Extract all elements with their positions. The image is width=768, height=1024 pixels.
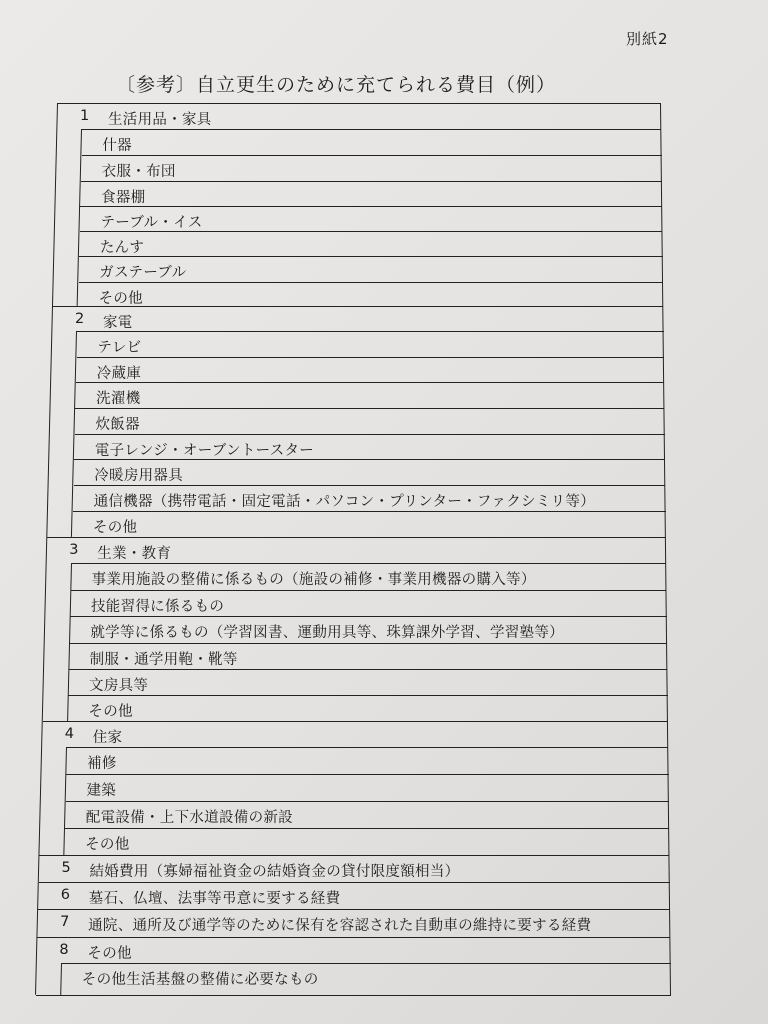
list-item: テレビ xyxy=(97,340,142,356)
item-divider xyxy=(82,129,661,130)
list-item: 炊飯器 xyxy=(95,417,140,433)
section-number: 1 xyxy=(80,108,90,124)
section-number: 3 xyxy=(69,542,79,558)
list-item: 電子レンジ・オーブントースター xyxy=(94,443,315,459)
section-divider xyxy=(47,537,666,538)
list-item: 洗濯機 xyxy=(96,391,141,407)
item-divider xyxy=(62,963,671,964)
item-divider xyxy=(76,382,664,383)
section-heading: 家電 xyxy=(102,315,133,331)
item-divider xyxy=(74,485,666,486)
list-item: 冷蔵庫 xyxy=(96,366,142,382)
list-item: テーブル・イス xyxy=(100,215,203,231)
item-divider xyxy=(70,643,667,644)
section-heading: その他 xyxy=(87,946,132,962)
table-left-border xyxy=(35,103,58,995)
section-divider xyxy=(58,103,661,104)
section-heading: 墓石、仏壇、法事等弔意に要する経費 xyxy=(88,891,341,907)
item-divider xyxy=(81,181,662,182)
section-number: 8 xyxy=(59,942,69,958)
list-item: その他 xyxy=(88,704,133,720)
item-divider xyxy=(75,434,665,435)
section-number: 2 xyxy=(74,311,85,327)
list-item: 制服・通学用鞄・靴等 xyxy=(89,652,238,668)
list-item: 建築 xyxy=(86,783,117,799)
item-divider xyxy=(66,801,669,802)
item-divider xyxy=(67,747,668,748)
item-divider xyxy=(73,511,666,512)
section-heading: 生業・教育 xyxy=(97,546,172,562)
section-number: 7 xyxy=(60,914,70,930)
section-divider xyxy=(43,721,668,722)
item-divider xyxy=(70,616,666,617)
list-item: その他 xyxy=(85,837,130,853)
section-divider xyxy=(39,855,669,856)
list-item: その他 xyxy=(98,291,143,307)
item-divider xyxy=(77,331,663,332)
section-heading: 住家 xyxy=(92,730,123,746)
document-title: 〔参考〕自立更生のために充てられる費目（例） xyxy=(116,74,557,96)
section-heading: 生活用品・家具 xyxy=(108,112,212,128)
table-bottom-border xyxy=(36,995,671,996)
list-item: 通信機器（携帯電話・固定電話・パソコン・プリンター・ファクシミリ等） xyxy=(93,494,596,510)
item-divider xyxy=(72,563,667,564)
list-item: 事業用施設の整備に係るもの（施設の補修・事業用機器の購入等） xyxy=(91,572,536,588)
list-item: 技能習得に係るもの xyxy=(90,599,225,615)
list-item: ガステーブル xyxy=(99,265,187,281)
item-divider xyxy=(65,828,669,829)
section-number: 6 xyxy=(60,887,71,903)
list-item: その他 xyxy=(92,520,138,536)
list-item: 就学等に係るもの（学習図書、運動用具等、珠算課外学習、学習塾等） xyxy=(90,625,564,641)
item-divider xyxy=(79,256,662,257)
list-item: 什器 xyxy=(102,138,132,154)
item-divider xyxy=(80,231,663,232)
section-heading: 結婚費用（寡婦福祉資金の結婚資金の貸付限度額相当） xyxy=(89,864,460,880)
section-divider xyxy=(37,937,670,938)
list-item: 衣服・布団 xyxy=(101,164,176,180)
item-divider xyxy=(71,590,666,591)
list-item: 文房具等 xyxy=(89,678,149,694)
section-divider xyxy=(38,909,670,910)
item-indent-border xyxy=(67,563,72,721)
item-divider xyxy=(69,669,667,670)
item-divider xyxy=(82,155,662,156)
item-divider xyxy=(74,459,665,460)
item-divider xyxy=(66,774,668,775)
list-item: 補修 xyxy=(87,756,117,772)
section-number: 4 xyxy=(64,726,74,742)
item-indent-border xyxy=(60,963,62,995)
list-item: たんす xyxy=(99,240,145,256)
item-divider xyxy=(77,357,664,358)
table-right-border xyxy=(660,103,671,995)
list-item: その他生活基盤の整備に必要なもの xyxy=(81,972,319,988)
list-item: 冷暖房用器具 xyxy=(94,468,184,484)
attachment-label: 別紙2 xyxy=(626,30,669,48)
item-divider xyxy=(79,282,663,283)
list-item: 配電設備・上下水道設備の新設 xyxy=(85,810,293,826)
section-divider xyxy=(53,306,663,307)
list-item: 食器棚 xyxy=(101,190,146,206)
item-divider xyxy=(75,408,664,409)
section-divider xyxy=(39,882,670,883)
item-divider xyxy=(80,206,662,207)
section-heading: 通院、通所及び通学等のために保有を容認された自動車の維持に要する経費 xyxy=(88,918,592,934)
section-number: 5 xyxy=(61,860,71,876)
item-divider xyxy=(68,695,667,696)
